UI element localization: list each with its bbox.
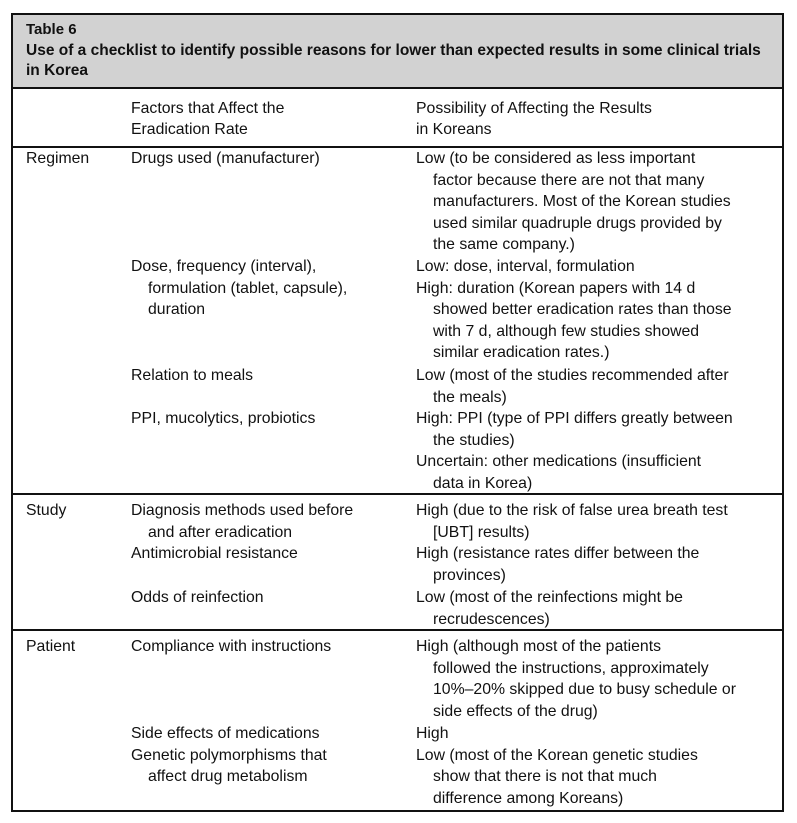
section-rule — [13, 629, 782, 631]
possibility-line: High — [416, 725, 449, 742]
factor-line: and after eradication — [148, 523, 293, 541]
factor-cell — [131, 408, 315, 430]
possibility-line: side effects of the drug) — [433, 702, 598, 720]
col-header-possibility-line: Possibility of Affecting the Results — [416, 100, 652, 117]
possibility-line: the same company.) — [433, 236, 575, 253]
possibility-cell — [416, 365, 729, 408]
factor-line: Dose, frequency (interval), — [131, 258, 317, 275]
possibility-line: Low (most of the studies recommended after — [416, 367, 729, 384]
possibility-cell — [416, 723, 698, 809]
factor-line: Genetic polymorphisms that — [131, 746, 327, 764]
possibility-line: Low (most of the Korean genetic studies — [416, 746, 698, 764]
possibility-line: Low (most of the reinfections might be — [416, 589, 683, 606]
possibility-line: High (due to the risk of false urea breath test — [416, 502, 728, 519]
possibility-cell — [416, 587, 683, 630]
factor-line: Side effects of medications — [131, 725, 320, 742]
possibility-line: show that there is not that much — [433, 768, 657, 785]
section-rule — [13, 493, 782, 495]
category-regimen: Regimen — [26, 150, 90, 167]
factor-line: Antimicrobial resistance — [131, 545, 298, 562]
possibility-line: similar eradication rates.) — [433, 344, 610, 361]
possibility-line: High (although most of the patients — [416, 638, 661, 655]
possibility-cell — [416, 636, 736, 722]
factor-line: duration — [148, 301, 206, 318]
category-study: Study — [26, 502, 67, 519]
factor-line: Compliance with instructions — [131, 638, 332, 655]
possibility-line: High (resistance rates differ between the — [416, 545, 700, 562]
factor-cell — [131, 148, 320, 170]
possibility-line: factor because there are not that many — [433, 171, 705, 189]
table-caption: Use of a checklist to identify possible reasons for lower than expected results in some clinical trials in Korea — [26, 42, 761, 79]
possibility-cell — [416, 256, 732, 364]
possibility-line: with 7 d, although few studies showed — [433, 322, 700, 340]
col-header-possibility — [416, 99, 652, 140]
category-patient: Patient — [26, 638, 76, 655]
factor-cell — [131, 587, 264, 609]
possibility-cell — [416, 148, 731, 256]
possibility-line: High: duration (Korean papers with 14 d — [416, 279, 696, 297]
possibility-line: followed the instructions, approximately — [433, 659, 709, 677]
factor-cell — [131, 636, 331, 658]
factor-cell — [131, 365, 253, 387]
possibility-line: Low: dose, interval, formulation — [416, 258, 635, 275]
possibility-line: data in Korea) — [433, 474, 533, 492]
possibility-line: High: PPI (type of PPI differs greatly between — [416, 410, 733, 427]
possibility-line: recrudescences) — [433, 610, 550, 628]
table-label: Table 6 — [26, 21, 77, 38]
col-header-factors-line: Factors that Affect the — [131, 100, 285, 117]
possibility-line: the meals) — [433, 388, 507, 406]
possibility-line: provinces) — [433, 566, 506, 584]
factor-line: PPI, mucolytics, probiotics — [131, 410, 316, 427]
possibility-line: 10%–20% skipped due to busy schedule or — [433, 681, 736, 698]
factor-line: formulation (tablet, capsule), — [148, 279, 348, 297]
table-frame — [11, 13, 784, 812]
factor-cell — [131, 500, 353, 565]
col-header-factors-line: Eradication Rate — [131, 120, 248, 138]
possibility-line: difference among Koreans) — [433, 789, 624, 807]
possibility-cell — [416, 500, 728, 586]
factor-line: Drugs used (manufacturer) — [131, 150, 320, 167]
possibility-line: [UBT] results) — [433, 523, 530, 541]
possibility-line: manufacturers. Most of the Korean studies — [433, 193, 731, 210]
factor-cell — [131, 723, 327, 788]
possibility-line: Low (to be considered as less important — [416, 150, 696, 167]
factor-cell — [131, 256, 347, 321]
factor-line: Diagnosis methods used before — [131, 502, 354, 519]
possibility-line: showed better eradication rates than those — [433, 301, 732, 318]
possibility-line: the studies) — [433, 431, 515, 449]
possibility-cell — [416, 408, 733, 494]
possibility-line: used similar quadruple drugs provided by — [433, 214, 722, 232]
col-header-factors — [131, 99, 284, 140]
table-header — [13, 15, 782, 89]
col-header-possibility-line: in Koreans — [416, 120, 492, 138]
factor-line: Odds of reinfection — [131, 589, 264, 606]
possibility-line: Uncertain: other medications (insufficient — [416, 453, 702, 470]
factor-line: affect drug metabolism — [148, 768, 308, 785]
factor-line: Relation to meals — [131, 367, 254, 384]
